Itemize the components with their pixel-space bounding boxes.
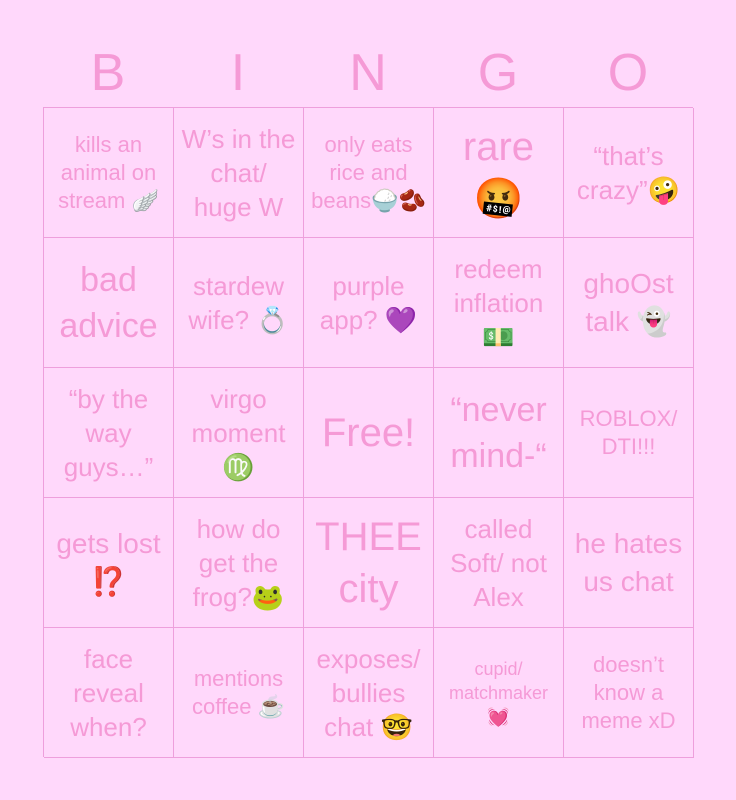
cell-text: only eats rice and beans🍚🫘 xyxy=(311,131,426,213)
cell-text: purple app? 💜 xyxy=(319,270,418,335)
bingo-cell[interactable] xyxy=(434,628,564,758)
cell-text: cupid/ matchmaker 💓 xyxy=(448,658,549,727)
free-space[interactable] xyxy=(304,368,434,498)
cell-text: bad advice xyxy=(59,260,158,345)
cell-text: called Soft/ not Alex xyxy=(450,513,547,612)
bingo-cell[interactable] xyxy=(44,628,174,758)
cell-text: face reveal when? xyxy=(70,643,147,742)
cell-text: “that’s crazy”🤪 xyxy=(576,140,681,205)
bingo-cell[interactable] xyxy=(44,238,174,368)
cell-text: W’s in the chat/ huge W xyxy=(181,123,296,222)
cell-text: gets lost ⁉️ xyxy=(56,527,161,597)
bingo-cell[interactable] xyxy=(44,108,174,238)
bingo-cell[interactable] xyxy=(304,498,434,628)
bingo-cell[interactable] xyxy=(44,498,174,628)
bingo-cell[interactable] xyxy=(564,498,694,628)
header-letter-n: N xyxy=(349,44,387,102)
cell-text: rare 🤬 xyxy=(462,124,535,221)
cell-text: ROBLOX/ DTI!!! xyxy=(579,405,678,459)
cell-text: exposes/ bullies chat 🤓 xyxy=(316,643,421,742)
bingo-cell[interactable] xyxy=(434,498,564,628)
cell-text: how do get the frog?🐸 xyxy=(192,513,285,612)
cell-text: he hates us chat xyxy=(574,527,683,597)
bingo-cell[interactable] xyxy=(304,628,434,758)
bingo-cell[interactable] xyxy=(564,368,694,498)
bingo-cell[interactable] xyxy=(434,368,564,498)
cell-text: redeem inflation 💵 xyxy=(453,253,544,352)
bingo-cell[interactable] xyxy=(174,628,304,758)
bingo-cell[interactable] xyxy=(44,368,174,498)
cell-text: “never mind-“ xyxy=(450,390,547,475)
bingo-cell[interactable] xyxy=(174,498,304,628)
bingo-cell[interactable] xyxy=(434,108,564,238)
header-letter-b: B xyxy=(90,44,126,102)
cell-text: stardew wife? 💍 xyxy=(188,270,289,335)
bingo-cell[interactable] xyxy=(434,238,564,368)
cell-text: mentions coffee ☕️ xyxy=(191,665,286,719)
bingo-cell[interactable] xyxy=(304,238,434,368)
cell-text: “by the way guys…” xyxy=(63,383,154,482)
cell-text: virgo moment ♍️ xyxy=(191,383,286,482)
bingo-cell[interactable] xyxy=(174,368,304,498)
bingo-cell[interactable] xyxy=(564,628,694,758)
header-letter-o: O xyxy=(607,44,649,102)
bingo-cell[interactable] xyxy=(564,108,694,238)
cell-text: doesn’t know a meme xD xyxy=(581,651,676,733)
cell-text: kills an animal on stream 🪽 xyxy=(58,131,159,213)
bingo-cell[interactable] xyxy=(174,108,304,238)
cell-text: THEE city xyxy=(315,514,422,611)
header-letter-i: I xyxy=(230,44,246,102)
bingo-cell[interactable] xyxy=(174,238,304,368)
bingo-header xyxy=(43,40,693,106)
bingo-cell[interactable] xyxy=(304,108,434,238)
bingo-grid xyxy=(43,107,693,757)
bingo-cell[interactable] xyxy=(564,238,694,368)
cell-text: Free! xyxy=(321,410,416,455)
header-letter-g: G xyxy=(477,44,519,102)
cell-text: ghoOst talk 👻 xyxy=(583,267,674,337)
